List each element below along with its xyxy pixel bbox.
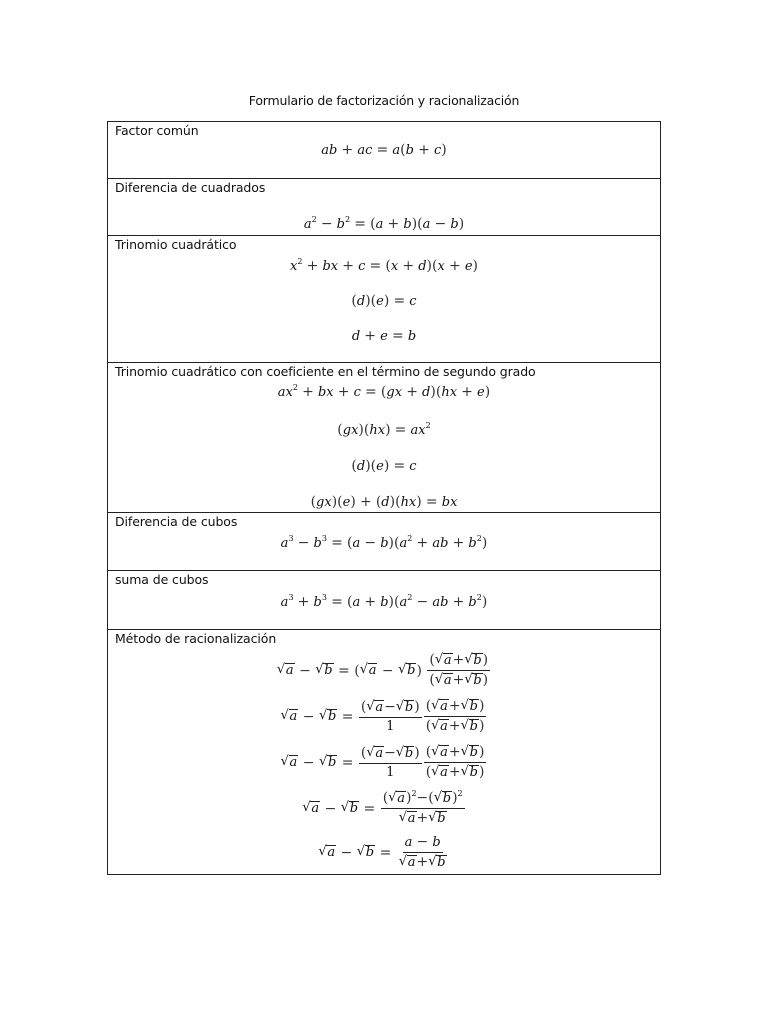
- section-label: Diferencia de cuadrados: [115, 180, 266, 195]
- document-title: Formulario de factorización y racionalización: [248, 93, 520, 108]
- formula-table: [107, 121, 661, 875]
- formula: √ a − √ b = (√ a)$^2$−(√ b)$^2$ √ a+√ b: [108, 790, 660, 827]
- section-label: suma de cubos: [115, 572, 209, 587]
- formula: (gx)(e) + (d)(hx) = bx: [310, 494, 458, 510]
- formula: ab + ac = a(b + c): [321, 142, 447, 158]
- formula: $(gx)(hx) = ax^2$: [337, 421, 431, 438]
- formula: $ax^2$ + bx + c = (gx + d)(hx + e): [277, 383, 491, 400]
- formula: √ a − √ b = $\frac{(√ a-√ b)}{1}$ $\frac{(√ a+√ b)}{(√ a+√ b)}$: [108, 744, 660, 781]
- section-label: Factor común: [115, 123, 199, 138]
- formula: (d)(e) = c: [351, 458, 417, 474]
- section-diferencia-de-cubos: [108, 513, 660, 571]
- section-trinomio-con-coeficiente: [108, 363, 660, 513]
- section-diferencia-de-cuadrados: [108, 179, 660, 236]
- section-factor-comun: [108, 122, 660, 179]
- section-label: Método de racionalización: [115, 631, 277, 646]
- section-trinomio-cuadratico: [108, 236, 660, 363]
- section-label: Diferencia de cubos: [115, 514, 238, 529]
- formula: $a^2 - b^2 = (a + b)(a - b)$: [303, 215, 465, 232]
- section-metodo-de-racionalizacion: [108, 630, 660, 876]
- formula: $x^2$ + bx + c = (x + d)(x + e): [290, 257, 478, 274]
- section-label: Trinomio cuadrático con coeficiente en el término de segundo grado: [115, 364, 536, 379]
- formula: d + e = b: [351, 328, 417, 344]
- formula: $a^3 - b^3 = (a - b)(a^2$ + ab + $b^2$): [280, 534, 488, 551]
- formula: √ a − √ b = a − b √ a+√ b: [108, 834, 660, 871]
- formula: √ a − √ b = ( √ a − √ b ) $\frac{(√ a+√ b)}{(√ a+√ b)}$: [108, 652, 660, 689]
- section-suma-de-cubos: [108, 571, 660, 630]
- section-label: Trinomio cuadrático: [115, 237, 237, 252]
- formula: √ a − √ b = $\frac{(√ a-√ b)}{1}$ $\frac{(√ a+√ b)}{(√ a+√ b)}$: [108, 698, 660, 735]
- formula: (d)(e) = c: [351, 293, 417, 309]
- formula: $a^3 + b^3 = (a + b)(a^2$ − ab + $b^2$): [280, 593, 488, 610]
